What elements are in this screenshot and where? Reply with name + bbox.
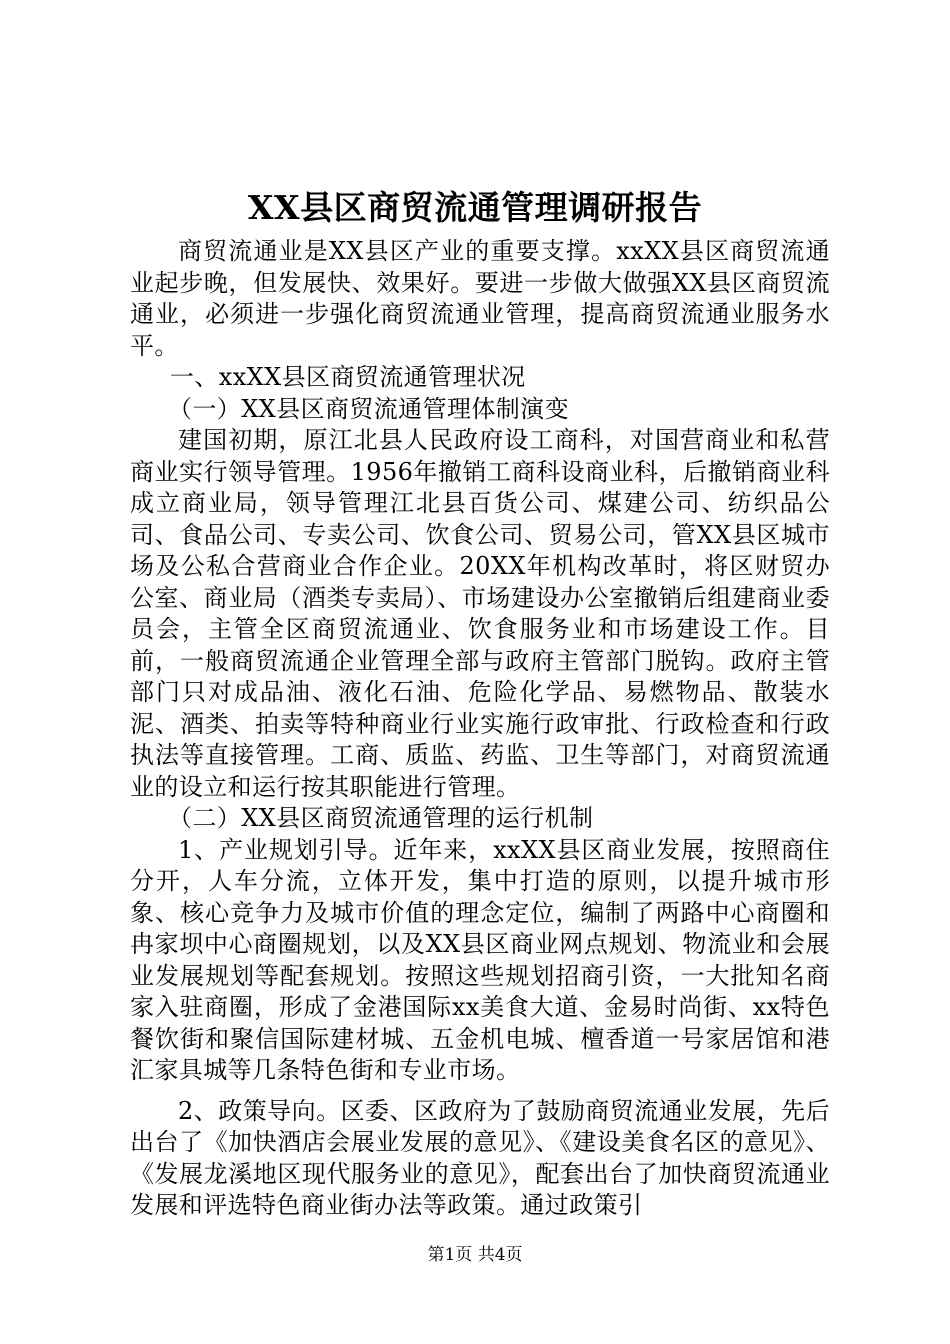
document-body bbox=[130, 236, 830, 1222]
page-number-footer: 第1页 共4页 bbox=[427, 1245, 523, 1265]
body-paragraph: 2、政策导向。区委、区政府为了鼓励商贸流通业发展，先后出台了《加快酒店会展业发展的意见》、《建设美食名区的意见》、《发展龙溪地区现代服务业的意见》，配套出台了加快商贸流通业发展和评选特色商业街办法等政策。通过政策引 bbox=[130, 1096, 830, 1219]
document-title: XX县区商贸流通管理调研报告 bbox=[247, 188, 703, 227]
body-paragraph: 1、产业规划引导。近年来，xxXX县区商业发展，按照商住分开，人车分流，立体开发，集中打造的原则，以提升城市形象、核心竞争力及城市价值的理念定位，编制了两路中心商圈和冉家坝中心商圈规划，以及XX县区商业网点规划、物流业和会展业发展规划等配套规划。按照这些规划招商引资，一大批知名商家入驻商圈，形成了金港国际xx美食大道、金易时尚街、xx特色餐饮街和聚信国际建材城、五金机电城、檀香道一号家居馆和港汇家具城等几条特色街和专业市场。 bbox=[130, 835, 830, 1084]
body-paragraph: 建国初期，原江北县人民政府设工商科，对国营商业和私营商业实行领导管理。1956年撤销工商科设商业科，后撤销商业科成立商业局，领导管理江北县百货公司、煤建公司、纺织品公司、食品公司、专卖公司、饮食公司、贸易公司，管XX县区城市场及公私合营商业合作企业。20XX年机构改革时，将区财贸办公室、商业局（酒类专卖局）、市场建设办公室撤销后组建商业委员会，主管全区商贸流通业、饮食服务业和市场建设工作。目前，一般商贸流通企业管理全部与政府主管部门脱钩。政府主管部门只对成品油、液化石油、危险化学品、易燃物品、散装水泥、酒类、拍卖等特种商业行业实施行政审批、行政检查和行政执法等直接管理。工商、质监、药监、卫生等部门，对商贸流通业的设立和运行按其职能进行管理。 bbox=[130, 426, 830, 801]
subsection-heading-2: （二）XX县区商贸流通管理的运行机制 bbox=[168, 804, 594, 832]
section-heading-1: 一、xxXX县区商贸流通管理状况 bbox=[170, 363, 526, 391]
subsection-heading-1: （一）XX县区商贸流通管理体制演变 bbox=[168, 394, 569, 423]
intro-paragraph: 商贸流通业是XX县区产业的重要支撑。xxXX县区商贸流通业起步晚，但发展快、效果好。要进一步做大做强XX县区商贸流通业，必须进一步强化商贸流通业管理，提高商贸流通业服务水平。 bbox=[130, 237, 830, 360]
